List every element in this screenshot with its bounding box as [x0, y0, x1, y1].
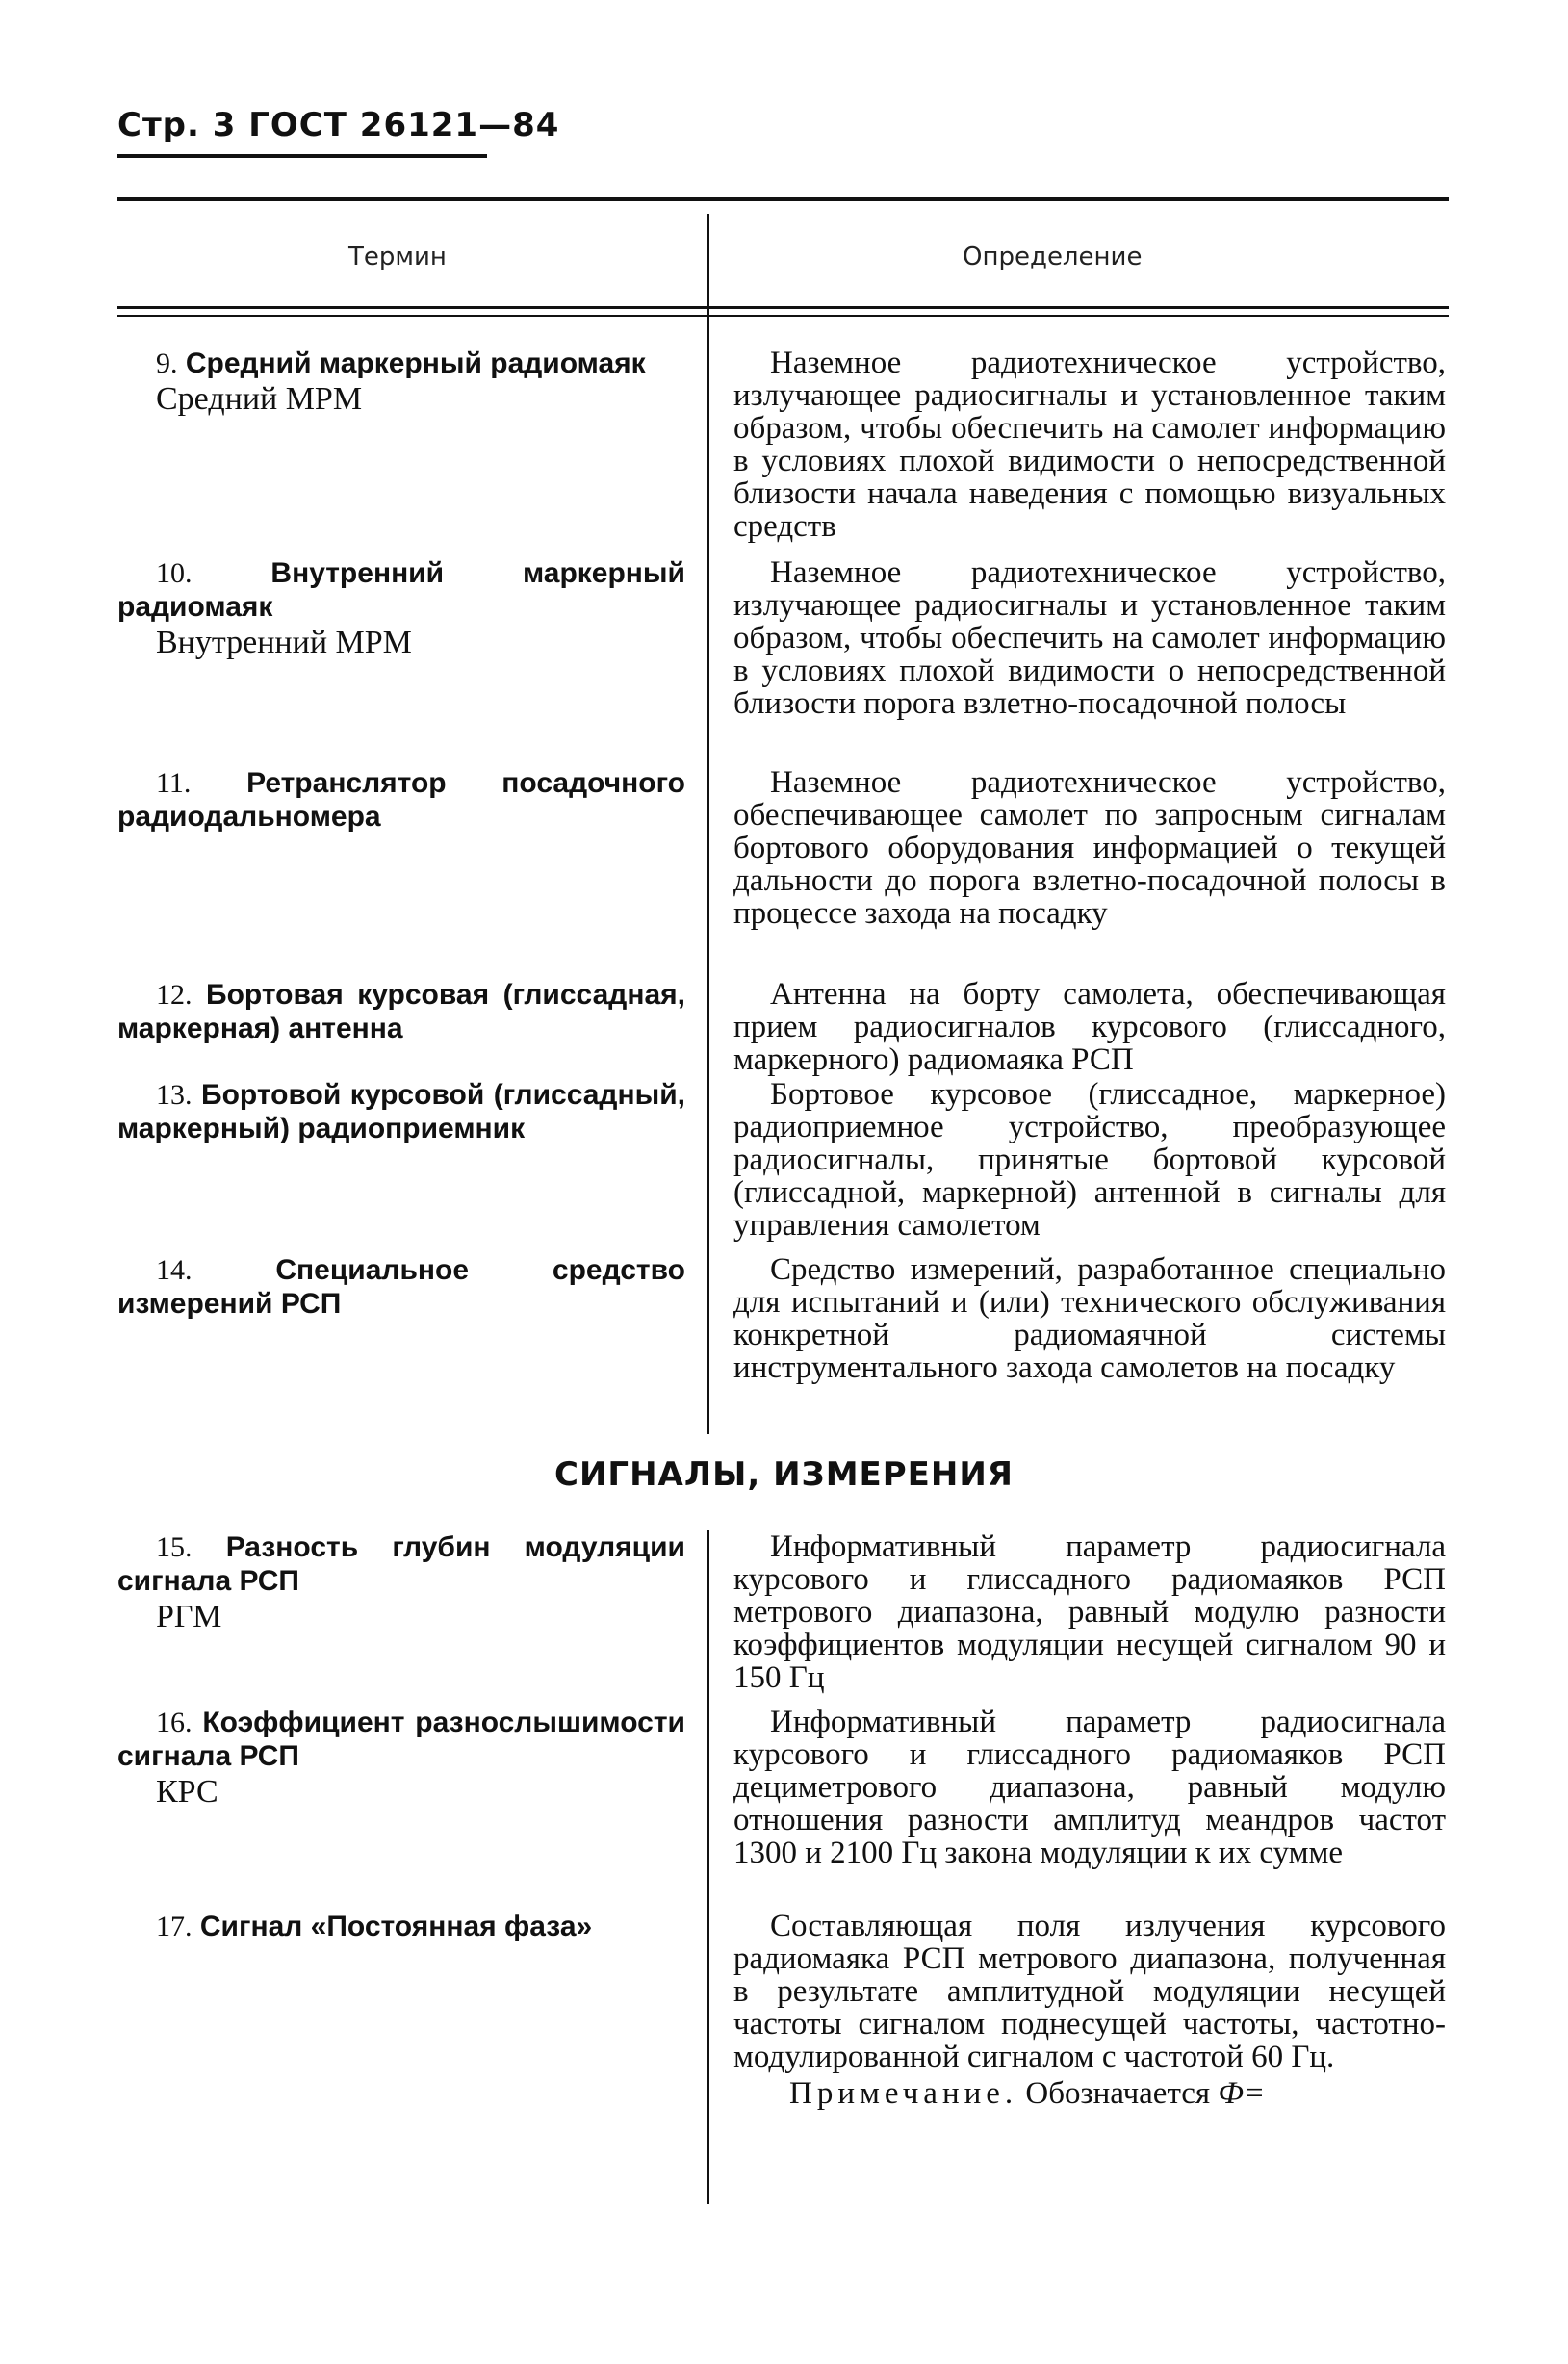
term-text: Сигнал «Постоянная фаза»	[199, 1911, 593, 1942]
term-text: Коэффициент разнослышимости сигнала РСП	[117, 1707, 685, 1772]
term-cell	[117, 1530, 685, 1636]
table-header-rule-second	[117, 315, 1449, 317]
header-underline	[117, 154, 487, 158]
page-header: Стр. 3 ГОСТ 26121—84	[117, 106, 560, 144]
definition-cell	[733, 1910, 1446, 2110]
term-number: 9.	[156, 347, 178, 379]
column-divider	[707, 214, 709, 1434]
term-number: 15.	[156, 1531, 193, 1563]
term-cell	[117, 766, 685, 834]
column-divider-lower	[707, 1530, 709, 2204]
definition-text: Составляющая поля излучения курсового радиомаяка РСП метрового диапазона, полученная в результате амплитудной модуляции несущей частоты сигналом поднесущей частоты, частотно-модулированной сигналом с частотой 60 Гц.	[733, 1909, 1446, 2074]
note-text: Обозначается	[1025, 2076, 1211, 2111]
term-text: Бортовой курсовой (глиссадный, маркерный) радиоприемник	[117, 1079, 685, 1144]
term-number: 17.	[156, 1911, 193, 1942]
term-cell	[117, 556, 685, 662]
term-number: 11.	[156, 767, 192, 799]
term-abbreviation: РГМ	[156, 1599, 222, 1634]
term-abbreviation: КРС	[156, 1774, 218, 1810]
phase-symbol: Ф=	[1218, 2076, 1266, 2111]
term-number: 10.	[156, 557, 193, 589]
term-text: Средний маркерный радиомаяк	[185, 347, 646, 379]
definition-cell: Наземное радиотехническое устройство, излучающее радиосигналы и установленное таким образом, чтобы обеспечить на самолет информацию в условиях плохой видимости о непосредственной близости начала наведения с помощью визуальных средств	[733, 346, 1446, 544]
term-abbreviation: Внутренний МРМ	[156, 625, 412, 660]
term-cell	[117, 978, 685, 1045]
column-header-term: Термин	[348, 243, 447, 271]
note-label: Примечание.	[789, 2076, 1018, 2111]
term-text: Внутренний маркерный радиомаяк	[117, 557, 685, 623]
term-number: 14.	[156, 1254, 193, 1286]
term-cell	[117, 1706, 685, 1812]
section-title: СИГНАЛЫ, ИЗМЕРЕНИЯ	[554, 1455, 1014, 1494]
term-abbreviation: Средний МРМ	[156, 381, 363, 417]
column-header-definition: Определение	[963, 243, 1143, 271]
term-text: Бортовая курсовая (глиссадная, маркерная) антенна	[117, 979, 685, 1044]
term-cell	[117, 1253, 685, 1321]
term-cell	[117, 347, 685, 419]
definition-cell: Информативный параметр радиосигнала курсового и глиссадного радиомаяков РСП дециметрового диапазона, равный модулю отношения разности амплитуд меандров частот 1300 и 2100 Гц закона модуляции к их сумме	[733, 1705, 1446, 1870]
definition-cell: Бортовое курсовое (глиссадное, маркерное) радиоприемное устройство, преобразующее радиосигналы, принятые бортовой курсовой (глиссадной, маркерной) антенной в сигналы для управления самолетом	[733, 1077, 1446, 1243]
term-text: Ретранслятор посадочного радиодальномера	[117, 767, 685, 833]
table-header-rule	[117, 306, 1449, 309]
definition-cell: Наземное радиотехническое устройство, излучающее радиосигналы и установленное таким образом, чтобы обеспечить на самолет информацию в условиях плохой видимости о непосредственной близости порога взлетно-посадочной полосы	[733, 555, 1446, 721]
definition-cell: Антенна на борту самолета, обеспечивающая прием радиосигналов курсового (глиссадного, маркерного) радиомаяка РСП	[733, 977, 1446, 1077]
term-number: 12.	[156, 979, 193, 1011]
definition-note	[733, 2077, 1446, 2110]
term-text: Разность глубин модуляции сигнала РСП	[117, 1531, 685, 1597]
term-number: 13.	[156, 1079, 193, 1111]
definition-cell: Средство измерений, разработанное специально для испытаний и (или) технического обслуживания конкретной радиомаячной системы инструментального захода самолетов на посадку	[733, 1252, 1446, 1385]
definition-cell: Наземное радиотехническое устройство, обеспечивающее самолет по запросным сигналам бортового оборудования информацией о текущей дальности до порога взлетно-посадочной полосы в процессе захода на посадку	[733, 765, 1446, 931]
term-cell	[117, 1078, 685, 1145]
definition-cell: Информативный параметр радиосигнала курсового и глиссадного радиомаяков РСП метрового диапазона, равный модулю разности коэффициентов модуляции несущей сигналом 90 и 150 Гц	[733, 1529, 1446, 1695]
term-cell	[117, 1910, 685, 1943]
table-top-rule	[117, 197, 1449, 201]
term-text: Специальное средство измерений РСП	[117, 1254, 685, 1320]
term-number: 16.	[156, 1707, 193, 1738]
